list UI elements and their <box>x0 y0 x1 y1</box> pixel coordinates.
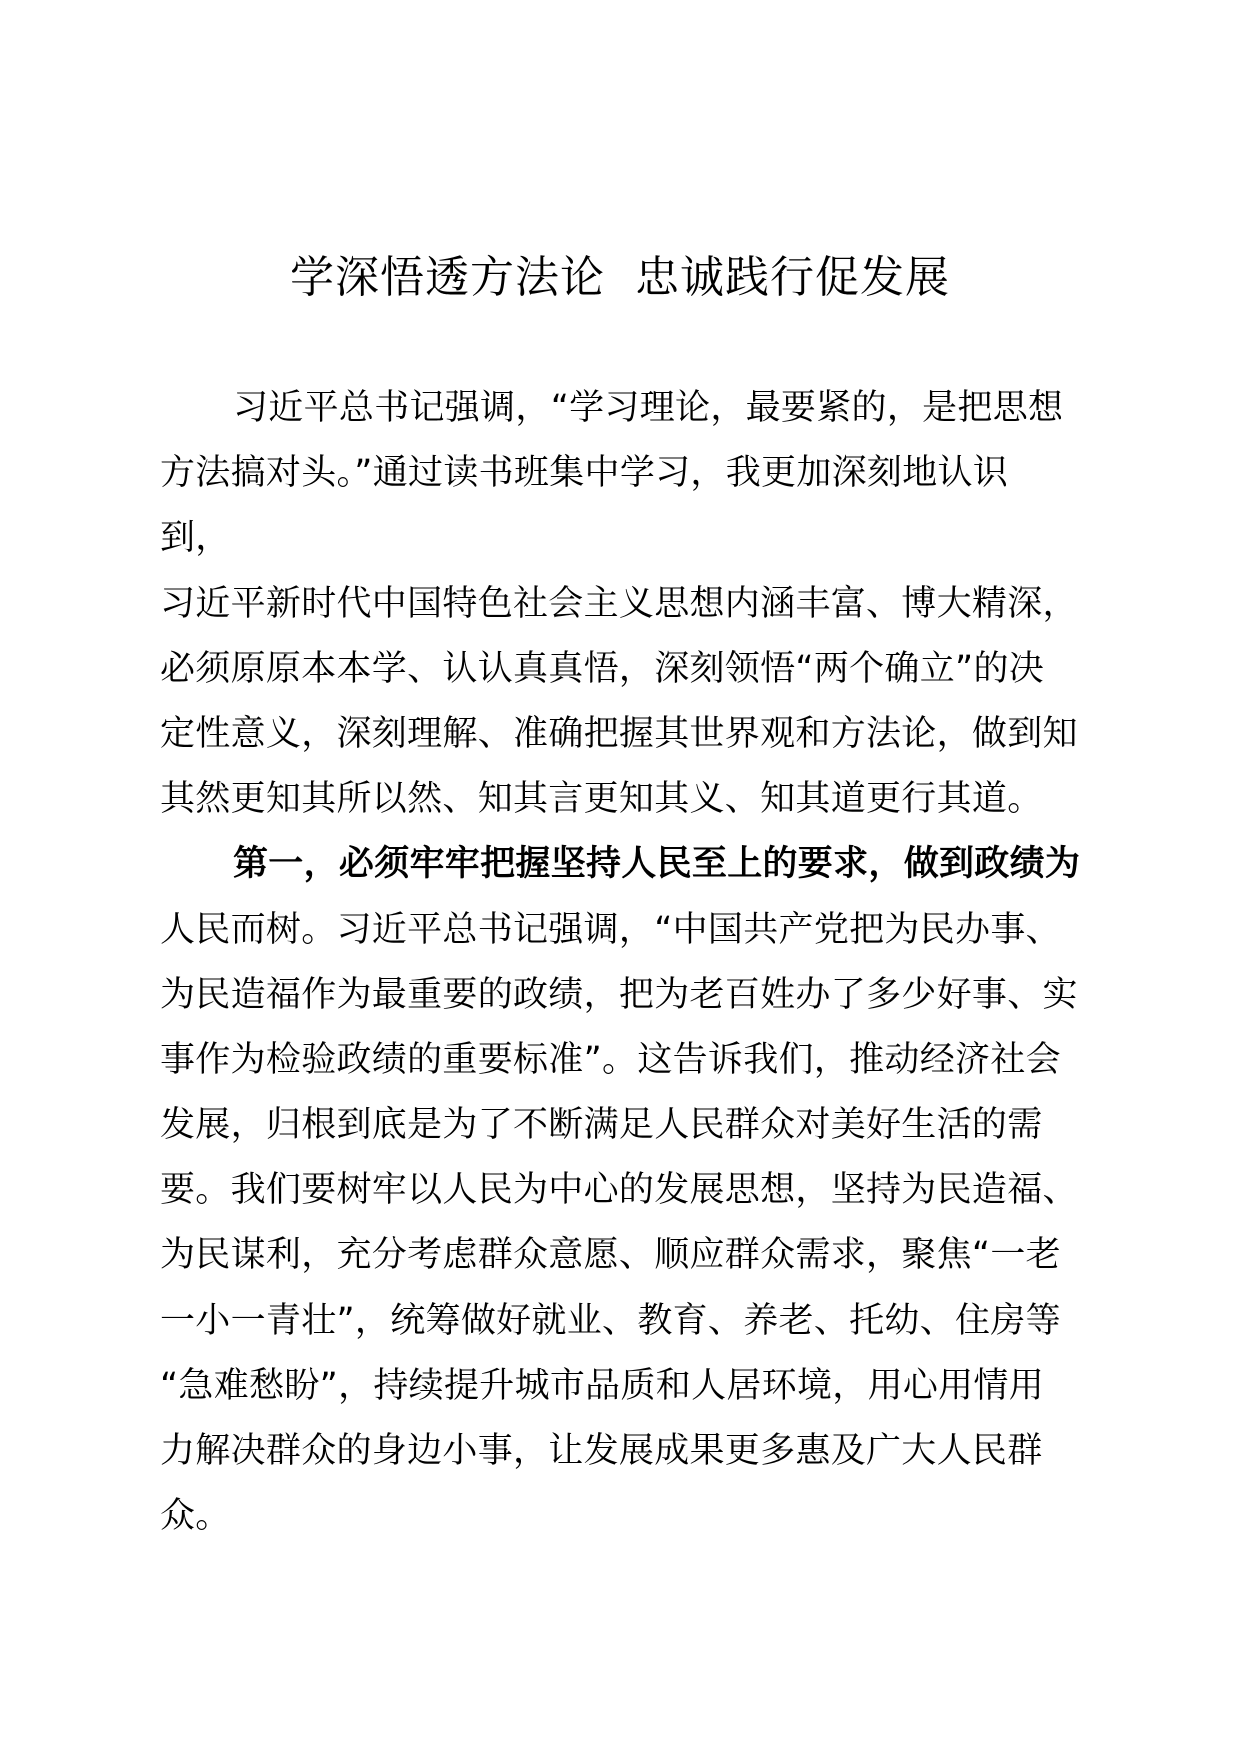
document-body <box>160 378 1090 1551</box>
paragraph-2-line: 其然更知其所以然、知其言更知其义、知其道更行其道。 <box>160 779 1043 820</box>
paragraph-3-line: 要。我们要树牢以人民为中心的发展思想，坚持为民造福、 <box>160 1170 1078 1211</box>
paragraph-2-line: 习近平新时代中国特色社会主义思想内涵丰富、博大精深， <box>160 583 1078 624</box>
paragraph-1-line: 到， <box>160 518 231 559</box>
paragraph-3-line: 众。 <box>160 1496 231 1537</box>
paragraph-2-line: 必须原原本本学、认认真真悟，深刻领悟“两个确立”的决 <box>160 648 1045 689</box>
paragraph-3-line: “急难愁盼”，持续提升城市品质和人居环境，用心用情用 <box>160 1365 1045 1406</box>
paragraph-3-line: 为民造福作为最重要的政绩，把为老百姓办了多少好事、实 <box>160 974 1078 1015</box>
paragraph-1-line: 方法搞对头。”通过读书班集中学习，我更加深刻地认识 <box>160 453 1009 494</box>
paragraph-3-line: 一小一青壮”，统筹做好就业、教育、养老、托幼、住房等 <box>160 1300 1061 1341</box>
paragraph-3-line: 发展，归根到底是为了不断满足人民群众对美好生活的需 <box>160 1105 1043 1146</box>
paragraph-1-line: 习近平总书记强调，“学习理论，最要紧的，是把思想 <box>233 388 1064 428</box>
paragraph-3-heading-line: 第一，必须牢牢把握坚持人民至上的要求，做到政绩为 <box>233 844 1081 885</box>
paragraph-3-line: 力解决群众的身边小事，让发展成果更多惠及广大人民群 <box>160 1431 1043 1471</box>
paragraph-3-line: 为民谋利，充分考虑群众意愿、顺应群众需求，聚焦“一老 <box>160 1235 1061 1276</box>
paragraph-3-line: 人民而树。习近平总书记强调，“中国共产党把为民办事、 <box>160 909 1061 950</box>
paragraph-2-line: 定性意义，深刻理解、准确把握其世界观和方法论，做到知 <box>160 713 1078 754</box>
document-title: 学深悟透方法论 忠诚践行促发展 <box>290 252 950 303</box>
paragraph-3-line: 事作为检验政绩的重要标准”。这告诉我们，推动经济社会 <box>160 1039 1061 1080</box>
